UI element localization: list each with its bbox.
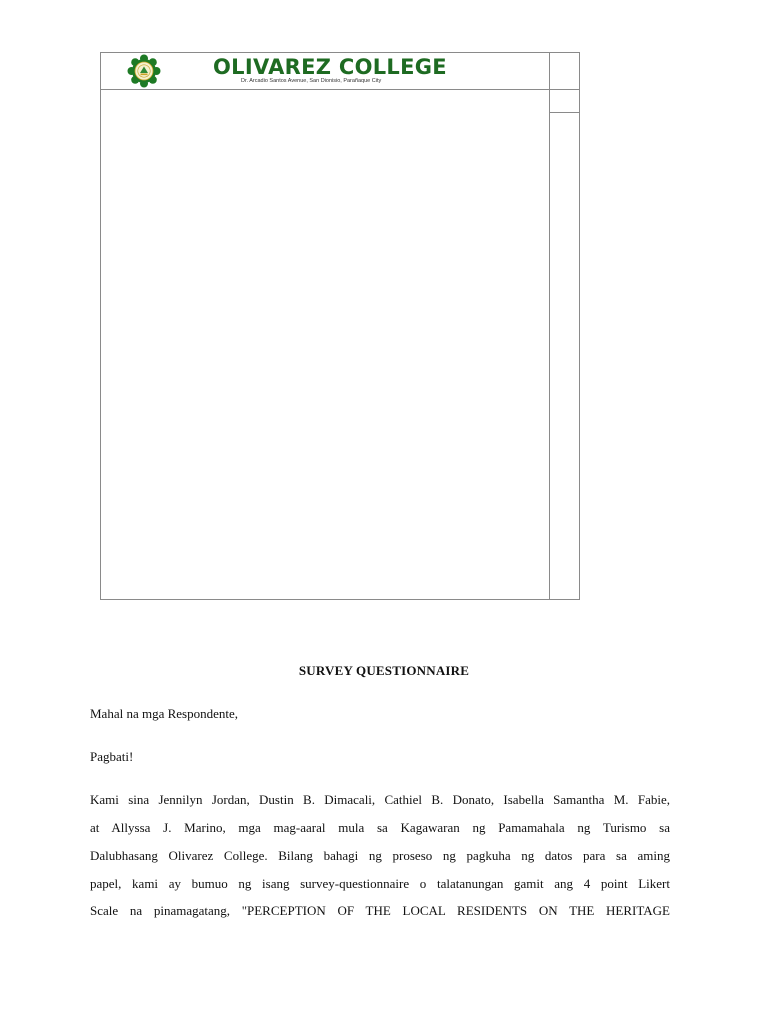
body-line: Scale na pinamagatang, "PERCEPTION OF THE LOCAL RESIDENTS ON THE HERITAGE	[90, 903, 670, 918]
side-box-divider	[549, 112, 580, 113]
document-title: SURVEY QUESTIONNAIRE	[298, 663, 470, 678]
college-address: Dr. Arcadio Santos Avenue, San Dionisio, Parañaque City	[241, 78, 382, 84]
body-line: papel, kami ay bumuo ng isang survey-questionnaire o talatanungan gamit ang 4 point Likert	[90, 876, 670, 891]
letterhead-frame	[100, 52, 580, 600]
body-line: at Allyssa J. Marino, mga mag-aaral mula sa Kagawaran ng Pamamahala ng Turismo sa	[90, 820, 670, 835]
college-seal-icon	[122, 54, 166, 88]
body-line: Dalubhasang Olivarez College. Bilang bahagi ng proseso ng pagkuha ng datos para sa aming	[90, 848, 670, 863]
salutation: Mahal na mga Respondente,	[90, 706, 239, 721]
header-divider	[101, 89, 579, 90]
college-name: OLIVAREZ COLLEGE	[213, 55, 447, 79]
side-column-divider	[549, 53, 550, 599]
body-line: Kami sina Jennilyn Jordan, Dustin B. Dimacali, Cathiel B. Donato, Isabella Samantha M. Fabie,	[90, 792, 670, 807]
greeting: Pagbati!	[90, 749, 134, 764]
